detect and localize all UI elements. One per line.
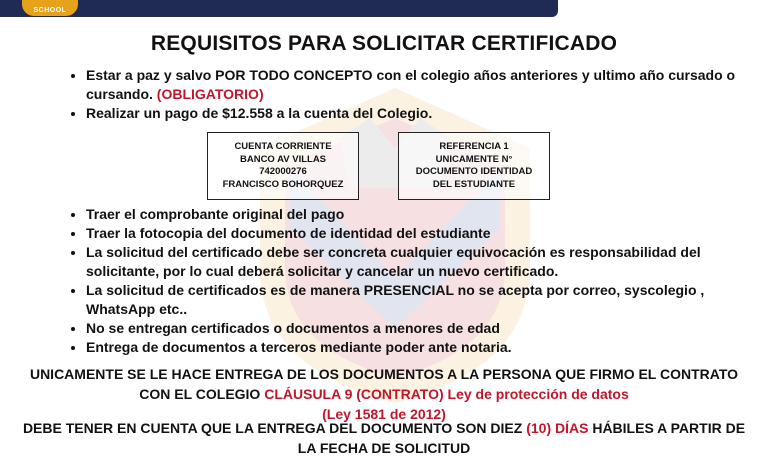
account-number: 742000276 [259,166,307,177]
header-bar [0,0,558,17]
obligatorio-highlight: (OBLIGATORIO) [156,86,264,102]
bank-account-box [207,132,359,200]
list-item: • No se entregan certificados o documentos a menores de edad [86,319,756,338]
list-item: • Traer la fotocopia del documento de identidad del estudiante [86,224,756,243]
days-highlight: (10) DÍAS [526,420,589,436]
account-holder: FRANCISCO BOHORQUEZ [222,178,344,190]
list-item: • Estar a paz y salvo POR TODO CONCEPTO con el colegio años anteriores y ultimo año cursado o cursando. (OBLIGATORIO) [86,66,756,104]
requirements-list-bottom [70,205,756,357]
reference-line: DEL ESTUDIANTE [432,178,516,190]
list-item: • La solicitud de certificados es de manera PRESENCIAL no se acepta por correo, syscolegio , WhatsApp etc.. [86,281,756,319]
list-item: • Traer el comprobante original del pago [86,205,756,224]
reference-box [398,132,550,200]
reference-line: REFERENCIA 1 [439,141,509,152]
list-item: • Realizar un pago de $12.558 a la cuenta del Colegio. [86,104,756,123]
law-highlight: (Ley 1581 de 2012) [322,406,446,422]
clause-highlight: CLÁUSULA 9 (CONTRATO) Ley de protección de datos [264,386,629,402]
account-type: CUENTA CORRIENTE [234,141,332,152]
requirements-list-top [70,66,756,123]
delivery-notice: UNICAMENTE SE LE HACE ENTREGA DE LOS DOCUMENTOS A LA PERSONA QUE FIRMO EL CONTRATO CON EL COLEGIO CLÁUSULA 9 (CONTRATO) Ley de protección de datos (Ley 1581 de 2012) [29,366,739,422]
reference-line: UNICAMENTE N° [435,153,513,165]
timing-notice: DEBE TENER EN CUENTA QUE LA ENTREGA DEL DOCUMENTO SON DIEZ (10) DÍAS HÁBILES A PARTIR DE LA FECHA DE SOLICITUD [22,420,746,456]
reference-line: DOCUMENTO IDENTIDAD [415,166,533,177]
school-logo [22,0,78,16]
list-item: • La solicitud del certificado debe ser concreta cualquier equivocación es responsabilidad del solicitante, por lo cual deberá solicitar y cancelar un nuevo certificado. [86,243,756,281]
list-item: • Entrega de documentos a terceros mediante poder ante notaria. [86,338,756,357]
page-title: REQUISITOS PARA SOLICITAR CERTIFICADO [150,32,618,55]
logo-text: SCHOOL [33,7,67,14]
bank-name: BANCO AV VILLAS [239,153,327,165]
